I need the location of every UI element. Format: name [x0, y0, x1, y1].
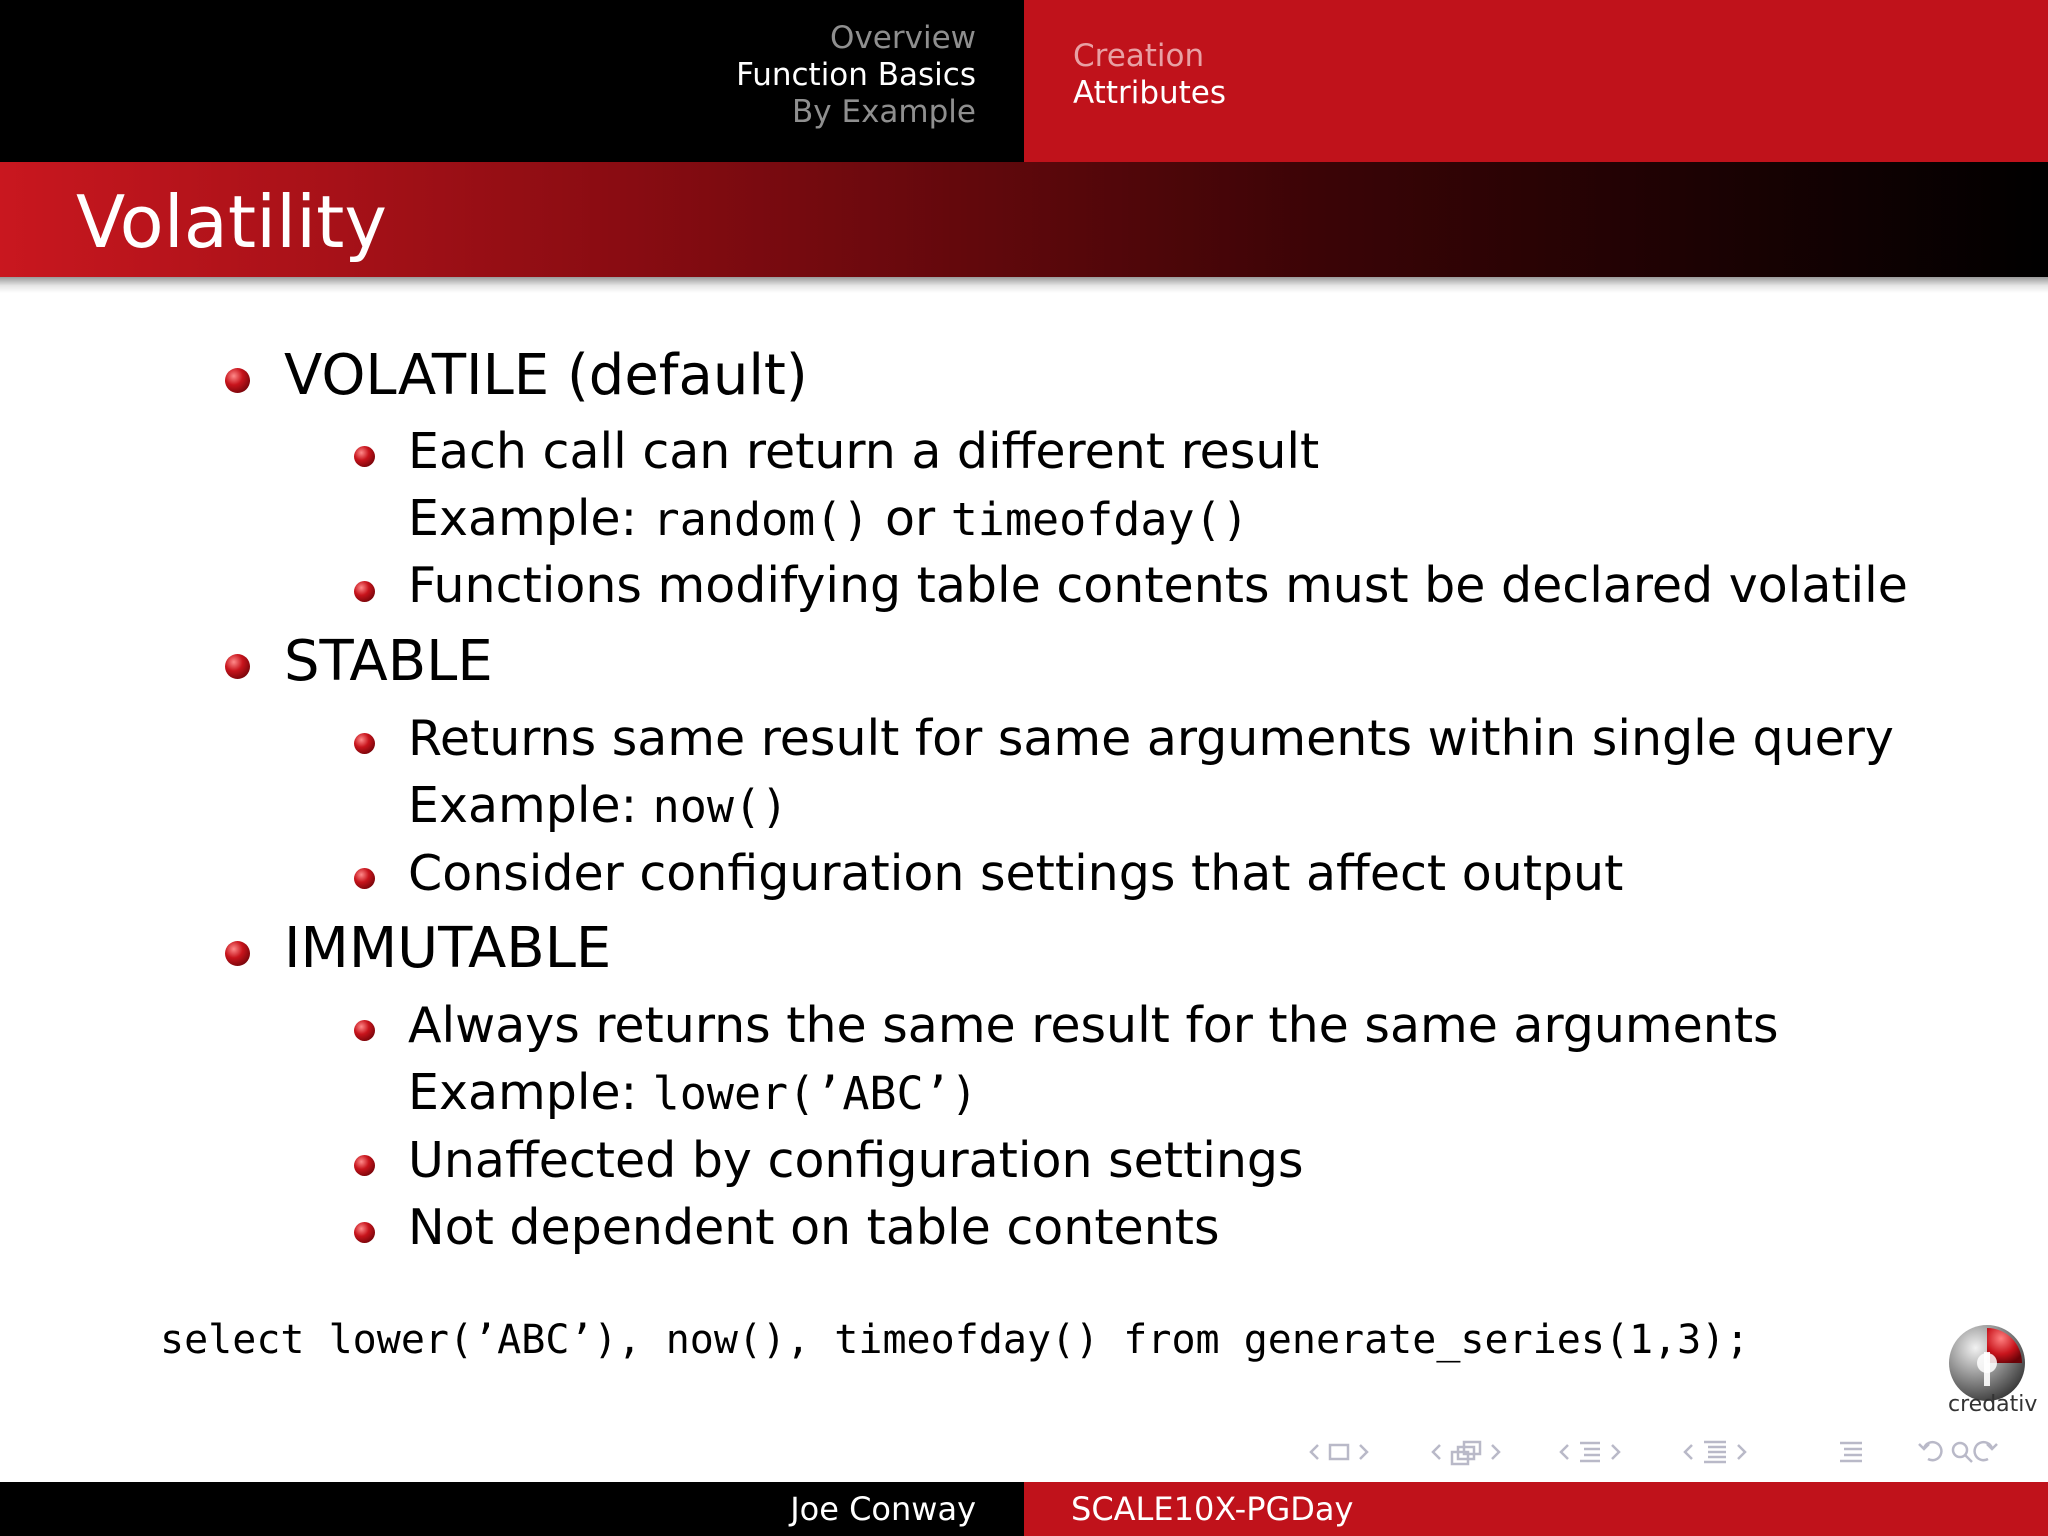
stable-point-2: Consider configuration settings that affect output	[408, 845, 1624, 902]
immutable-point-3: Not dependent on table contents	[408, 1199, 1220, 1256]
footer-author: Joe Conway	[790, 1490, 976, 1528]
nav-section-by-example[interactable]: By Example	[792, 94, 976, 130]
header-subsections-bar	[1024, 0, 2048, 162]
bullet-ball-icon	[225, 941, 250, 966]
subsection-nav	[1073, 38, 1226, 112]
stable-example	[408, 777, 788, 836]
sub-bullet-ball-icon	[354, 581, 375, 602]
code-timeofday: timeofday()	[950, 493, 1249, 546]
example-prefix: Example:	[408, 490, 653, 547]
nav-back-icon[interactable]	[1919, 1442, 1941, 1460]
nav-document-icon[interactable]	[1840, 1443, 1862, 1461]
nav-frame-prev-icon[interactable]	[1311, 1445, 1318, 1459]
nav-section-next-icon[interactable]	[1612, 1445, 1619, 1459]
bullet-ball-icon	[225, 654, 250, 679]
code-now: now()	[652, 780, 789, 833]
nav-subsection-icon[interactable]	[1452, 1442, 1480, 1464]
navigation-symbols	[1300, 1434, 2030, 1470]
nav-part-prev-icon[interactable]	[1685, 1445, 1692, 1459]
bullet-stable: STABLE	[284, 629, 493, 694]
nav-forward-icon[interactable]	[1975, 1442, 1997, 1460]
code-random: random()	[652, 493, 870, 546]
code-lower: lower(’ABC’)	[652, 1067, 978, 1120]
nav-part-icon[interactable]	[1704, 1442, 1726, 1462]
volatile-point-2: Functions modifying table contents must be declared volatile	[408, 557, 1908, 614]
stable-point-1: Returns same result for same arguments within single query	[408, 710, 1894, 767]
footer-event: SCALE10X-PGDay	[1071, 1490, 1354, 1528]
example-or: or	[869, 490, 951, 547]
volatile-example	[408, 490, 1249, 549]
bullet-immutable: IMMUTABLE	[284, 916, 612, 981]
nav-part-next-icon[interactable]	[1738, 1445, 1745, 1459]
sql-example: select lower(’ABC’), now(), timeofday() from generate_series(1,3);	[160, 1317, 1750, 1363]
footer-author-bar	[0, 1482, 1024, 1536]
logo-wordmark: credativ	[1948, 1392, 2038, 1417]
header-sections-bar	[0, 0, 1024, 162]
nav-section-overview[interactable]: Overview	[830, 20, 976, 56]
immutable-point-2: Unaffected by configuration settings	[408, 1132, 1304, 1189]
immutable-example	[408, 1064, 978, 1123]
bullet-ball-icon	[225, 368, 250, 393]
sub-bullet-ball-icon	[354, 1020, 375, 1041]
sub-bullet-ball-icon	[354, 1222, 375, 1243]
nav-subsection-attributes[interactable]: Attributes	[1073, 75, 1227, 111]
example-prefix: Example:	[408, 777, 653, 834]
bullet-volatile: VOLATILE (default)	[284, 343, 808, 408]
frame-title-shadow	[0, 277, 2048, 293]
section-nav	[736, 20, 976, 131]
nav-subsection-creation[interactable]: Creation	[1073, 38, 1205, 74]
nav-subsection-prev-icon[interactable]	[1433, 1445, 1440, 1459]
nav-subsection-next-icon[interactable]	[1492, 1445, 1499, 1459]
nav-section-function-basics[interactable]: Function Basics	[736, 57, 976, 93]
sub-bullet-ball-icon	[354, 733, 375, 754]
sub-bullet-ball-icon	[354, 868, 375, 889]
nav-frame-icon[interactable]	[1330, 1445, 1348, 1459]
sub-bullet-ball-icon	[354, 1155, 375, 1176]
sub-bullet-ball-icon	[354, 446, 375, 467]
nav-section-icon[interactable]	[1580, 1443, 1600, 1461]
frame-title: Volatility	[76, 180, 387, 264]
immutable-point-1: Always returns the same result for the same arguments	[408, 997, 1779, 1054]
nav-frame-next-icon[interactable]	[1360, 1445, 1367, 1459]
nav-section-prev-icon[interactable]	[1561, 1445, 1568, 1459]
example-prefix: Example:	[408, 1064, 653, 1121]
footer-event-bar	[1024, 1482, 2048, 1536]
nav-search-icon[interactable]	[1953, 1443, 1972, 1462]
volatile-point-1: Each call can return a different result	[408, 423, 1320, 480]
